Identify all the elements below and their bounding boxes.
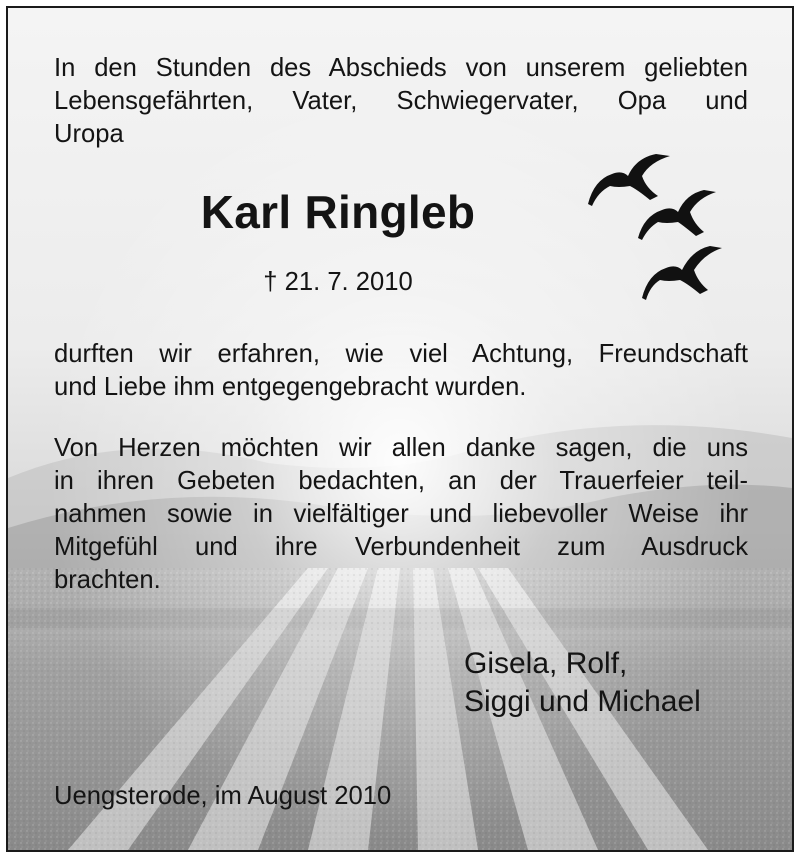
signature-line: Gisela, Rolf, [464, 647, 628, 680]
obituary-notice [6, 6, 794, 852]
paragraph-line: Mitgefühl und ihre Verbundenheit zum Ausdruck [54, 533, 748, 561]
paragraph-line: nahmen sowie in vielfältiger und liebevoller Weise ihr [54, 500, 748, 528]
intro-text [54, 52, 748, 151]
paragraph-line: Von Herzen möchten wir allen danke sagen, die uns [54, 434, 748, 462]
paragraph-line: und Liebe ihm entgegengebracht wurden. [54, 373, 527, 401]
intro-line: Uropa [54, 120, 124, 148]
deceased-name: Karl Ringleb [200, 186, 476, 238]
place-and-date: Uengsterode, im August 2010 [54, 782, 392, 810]
gratitude-paragraph [54, 338, 748, 404]
death-date: † 21. 7. 2010 [263, 268, 413, 296]
intro-line: In den Stunden des Abschieds von unserem geliebten [54, 54, 748, 82]
intro-line: Lebensgefährten, Vater, Schwiegervater, Opa und [54, 87, 748, 115]
signature-line: Siggi und Michael [464, 685, 701, 718]
flying-birds-icon [584, 146, 724, 306]
thanks-paragraph [54, 432, 748, 597]
paragraph-line: durften wir erfahren, wie viel Achtung, Freundschaft [54, 340, 748, 368]
signature [464, 645, 764, 721]
paragraph-line: in ihren Gebeten bedachten, an der Trauerfeier teil- [54, 467, 748, 495]
paragraph-line: brachten. [54, 566, 161, 594]
